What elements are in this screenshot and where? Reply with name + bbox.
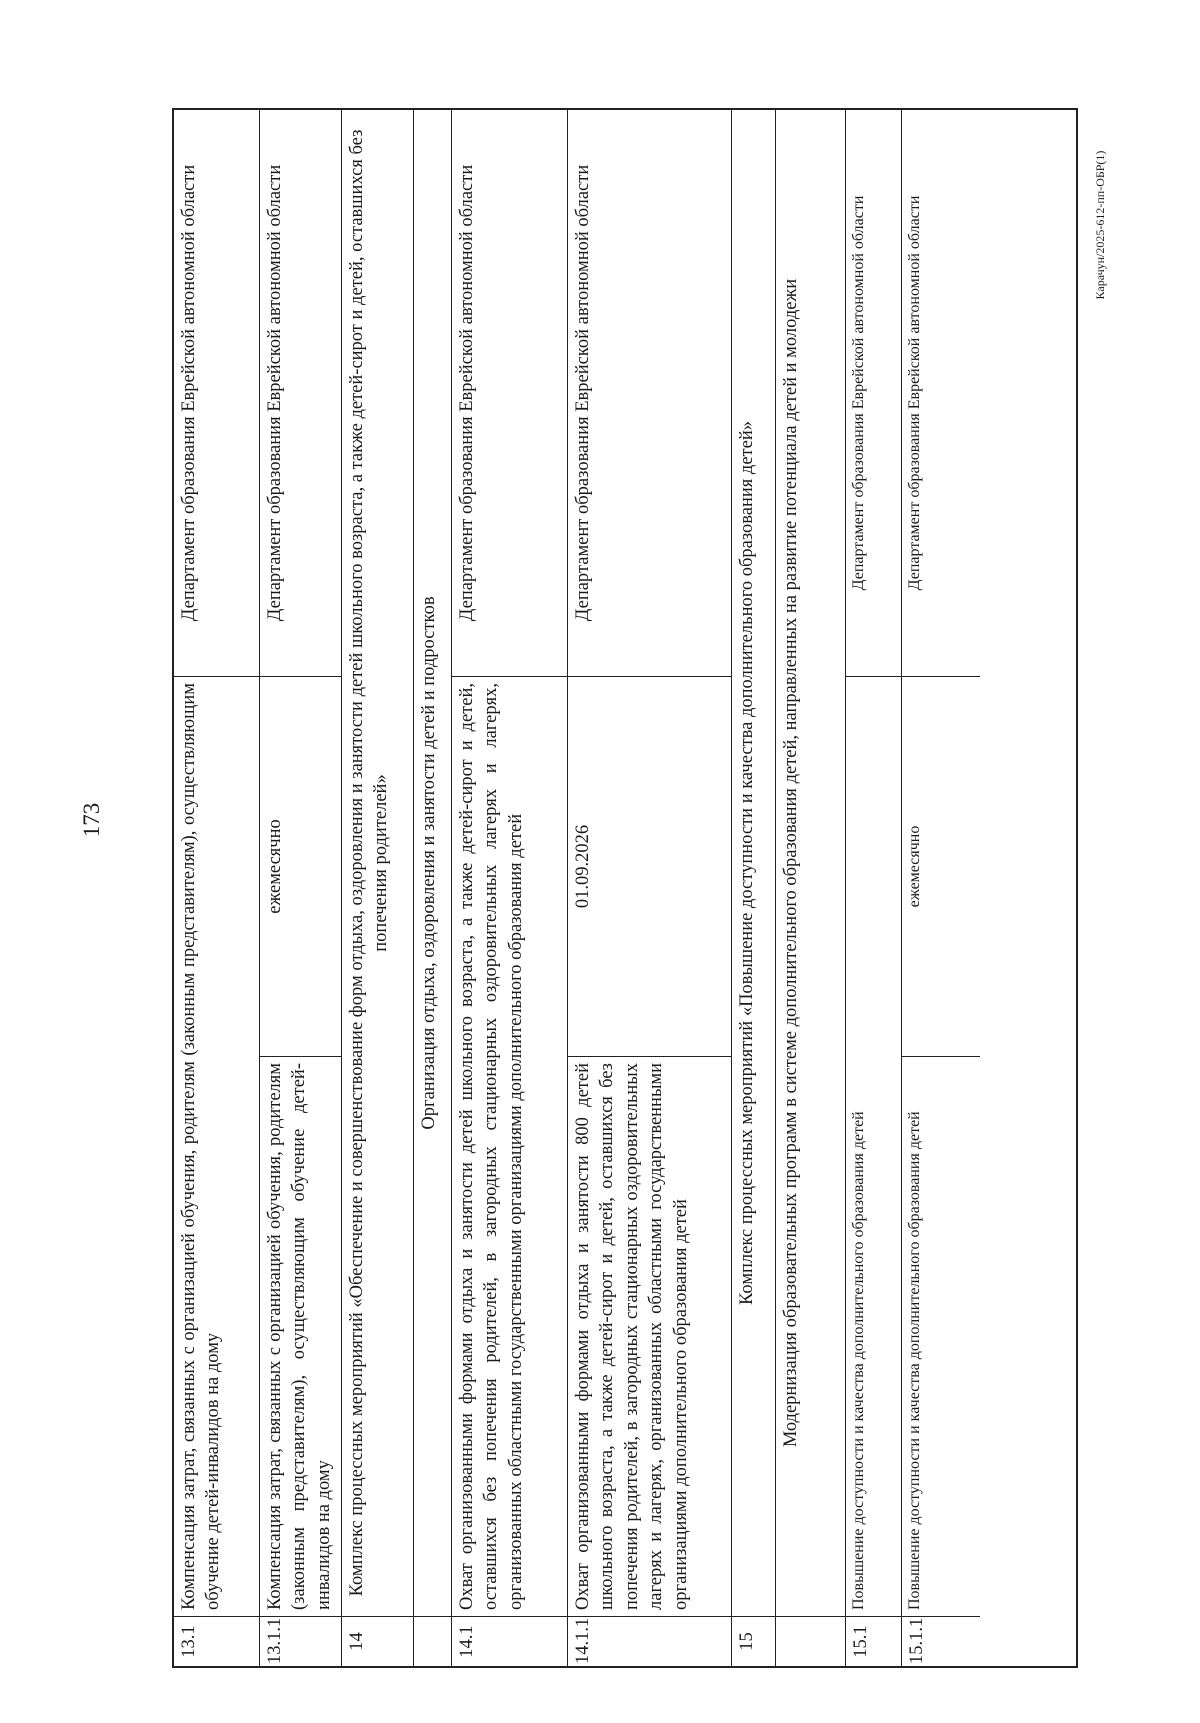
table-row <box>776 110 846 1666</box>
row-number: 13.1 <box>174 1616 259 1666</box>
row-name: Охват организованными формами отдыха и занятости 800 детей школьного возраста, а также детей-сирот и детей, оставшихся без попечения родителей, в загородных стационарных оздоровительных лагерях и лагерях, организованных областными государственными организациями дополнительного образования детей <box>568 1056 731 1616</box>
row-responsible: Департамент образования Еврейской автономной области <box>906 195 923 591</box>
row-text: Компенсация затрат, связанных с организацией обучения, родителям (законным представителям), осуществляющим обучение детей-инвалидов на дому <box>174 676 259 1616</box>
row-name: Повышение доступности и качества дополнительного образования детей <box>902 1056 980 1616</box>
table-row <box>846 110 902 1666</box>
section-title: Комплекс процессных мероприятий «Обеспечение и совершенствование форм отдыха, оздоровления и занятости детей школьного возраста, а также детей-сирот и детей, оставшихся без попечения родителей» <box>347 129 392 1597</box>
table-row <box>902 110 980 1666</box>
subsection-title: Организация отдыха, оздоровления и занятости детей и подростков <box>419 596 439 1130</box>
row-number: 14 <box>342 1616 413 1666</box>
row-number: 15 <box>732 1616 775 1666</box>
row-text: Повышение доступности и качества дополнительного образования детей <box>846 676 901 1616</box>
row-term: ежемесячно <box>902 676 980 1056</box>
row-responsible: Департамент образования Еврейской автономной области <box>179 164 199 622</box>
row-responsible: Департамент образования Еврейской автономной области <box>457 164 477 622</box>
row-text: Охват организованными формами отдыха и занятости детей школьного возраста, а также детей-сирот и детей, оставшихся без попечения родителей, в загородных стационарных оздоровительных лагерях и лагерях, организованных областными государственными организациями дополнительного образования детей <box>452 676 567 1616</box>
table-row <box>568 110 732 1666</box>
row-number: 14.1 <box>452 1616 567 1666</box>
table-row <box>732 110 776 1666</box>
subsection-title: Модернизация образовательных программ в системе дополнительного образования детей, направленных на развитие потенциала детей и молодежи <box>781 278 801 1448</box>
row-responsible: Департамент образования Еврейской автономной области <box>850 195 867 591</box>
row-responsible: Департамент образования Еврейской автономной области <box>265 164 285 622</box>
table-row <box>260 110 342 1666</box>
table-row <box>342 110 414 1666</box>
table-row <box>174 110 260 1666</box>
section-title: Комплекс процессных мероприятий «Повышение доступности и качества дополнительного образования детей» <box>737 421 757 1305</box>
row-number <box>776 1616 845 1666</box>
row-responsible: Департамент образования Еврейской автономной области <box>573 164 593 622</box>
row-number: 14.1.1 <box>568 1616 731 1666</box>
table-row <box>414 110 452 1666</box>
row-number: 15.1.1 <box>902 1616 980 1666</box>
row-term: ежемесячно <box>260 676 341 1056</box>
row-name: Компенсация затрат, связанных с организацией обучения, родителям (законным представителям), осуществляющим обучение детей-инвалидов на дому <box>260 1056 341 1616</box>
row-number <box>414 1616 451 1666</box>
document-code: Карачун/2025-612-пп-ОБР(1) <box>1093 150 1107 300</box>
row-number: 15.1 <box>846 1616 901 1666</box>
row-number: 13.1.1 <box>260 1616 341 1666</box>
page-number: 173 <box>79 802 104 838</box>
row-term: 01.09.2026 <box>568 676 731 1056</box>
table-row <box>452 110 568 1666</box>
measures-table <box>172 108 1078 1668</box>
